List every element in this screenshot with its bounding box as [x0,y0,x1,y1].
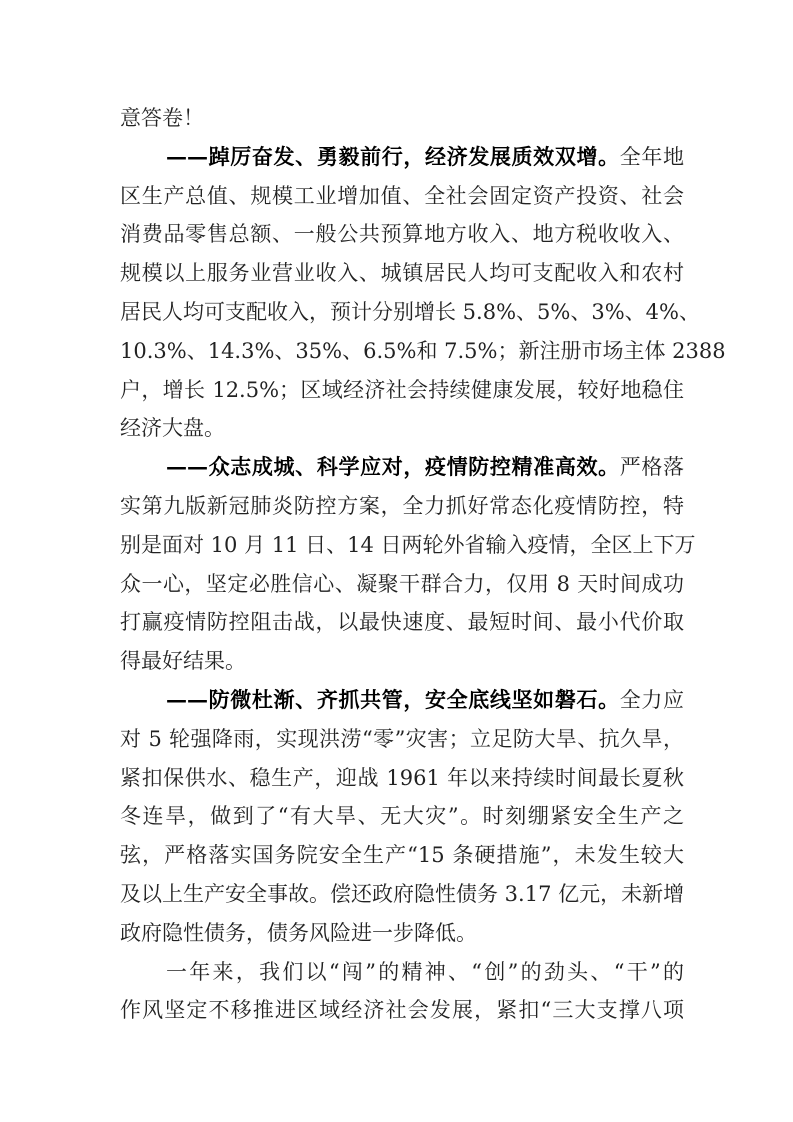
paragraph-summary [120,953,684,1031]
text-line: 规模以上服务业营业收入、城镇居民人均可支配收入和农村 [120,261,684,286]
text-line [120,681,684,720]
text-line: 作风坚定不移推进区域经济社会发展，紧扣“三大支撑八项 [120,998,684,1023]
text-line: 众一心，坚定必胜信心、凝聚干群合力，仅用 8 天时间成功 [120,571,684,596]
paragraph-epidemic [120,448,696,681]
text-line: 消费品零售总额、一般公共预算地方收入、地方税收收入、 [120,222,684,247]
paragraph-heading: ——踔厉奋发、勇毅前行，经济发展质效双增。 [166,143,620,169]
paragraph-safety [120,681,684,953]
text-line: 户，增长 12.5%；区域经济社会持续健康发展，较好地稳住 [120,377,684,402]
text-line: 意答卷！ [120,106,204,130]
text-line [120,138,684,177]
text-span: 全年地 [619,144,685,169]
text-line: 别是面对 10 月 11 日、14 日两轮外省输入疫情，全区上下万 [120,532,696,557]
paragraph-heading: ——众志成城、科学应对，疫情防控精准高效。 [166,454,620,480]
text-span: 全力应 [619,687,685,712]
text-line: 居民人均可支配收入，预计分别增长 5.8%、5%、3%、4%、 [120,299,700,324]
text-line: 紧扣保供水、稳生产，迎战 1961 年以来持续时间最长夏秋 [120,765,684,790]
text-line: 打赢疫情防控阻击战，以最快速度、最短时间、最小代价取 [120,610,684,635]
paragraph-heading: ——防微杜渐、齐抓共管，安全底线坚如磐石。 [166,686,620,712]
text-line: 实第九版新冠肺炎防控方案，全力抓好常态化疫情防控，特 [120,493,684,518]
text-line: 一年来，我们以“闯”的精神、“创”的劲头、“干”的 [166,959,684,984]
text-line: 得最好结果。 [120,649,246,674]
document-page [120,99,726,1030]
text-line [120,448,684,487]
text-line: 经济大盘。 [120,416,225,441]
text-line: 对 5 轮强降雨，实现洪涝“零”灾害；立足防大旱、抗久旱， [120,726,684,751]
text-line: 冬连旱，做到了“有大旱、无大灾”。时刻绷紧安全生产之 [120,804,684,829]
text-line: 政府隐性债务，债务风险进一步降低。 [120,920,477,945]
text-line: 区生产总值、规模工业增加值、全社会固定资产投资、社会 [120,183,684,208]
paragraph-economy [120,138,726,448]
text-line: 及以上生产安全事故。偿还政府隐性债务 3.17 亿元，未新增 [120,881,685,906]
text-line: 10.3%、14.3%、35%、6.5%和 7.5%；新注册市场主体 2388 [120,338,726,363]
text-line: 弦，严格落实国务院安全生产“15 条硬措施”，未发生较大 [120,843,684,868]
text-span: 严格落 [619,455,685,480]
